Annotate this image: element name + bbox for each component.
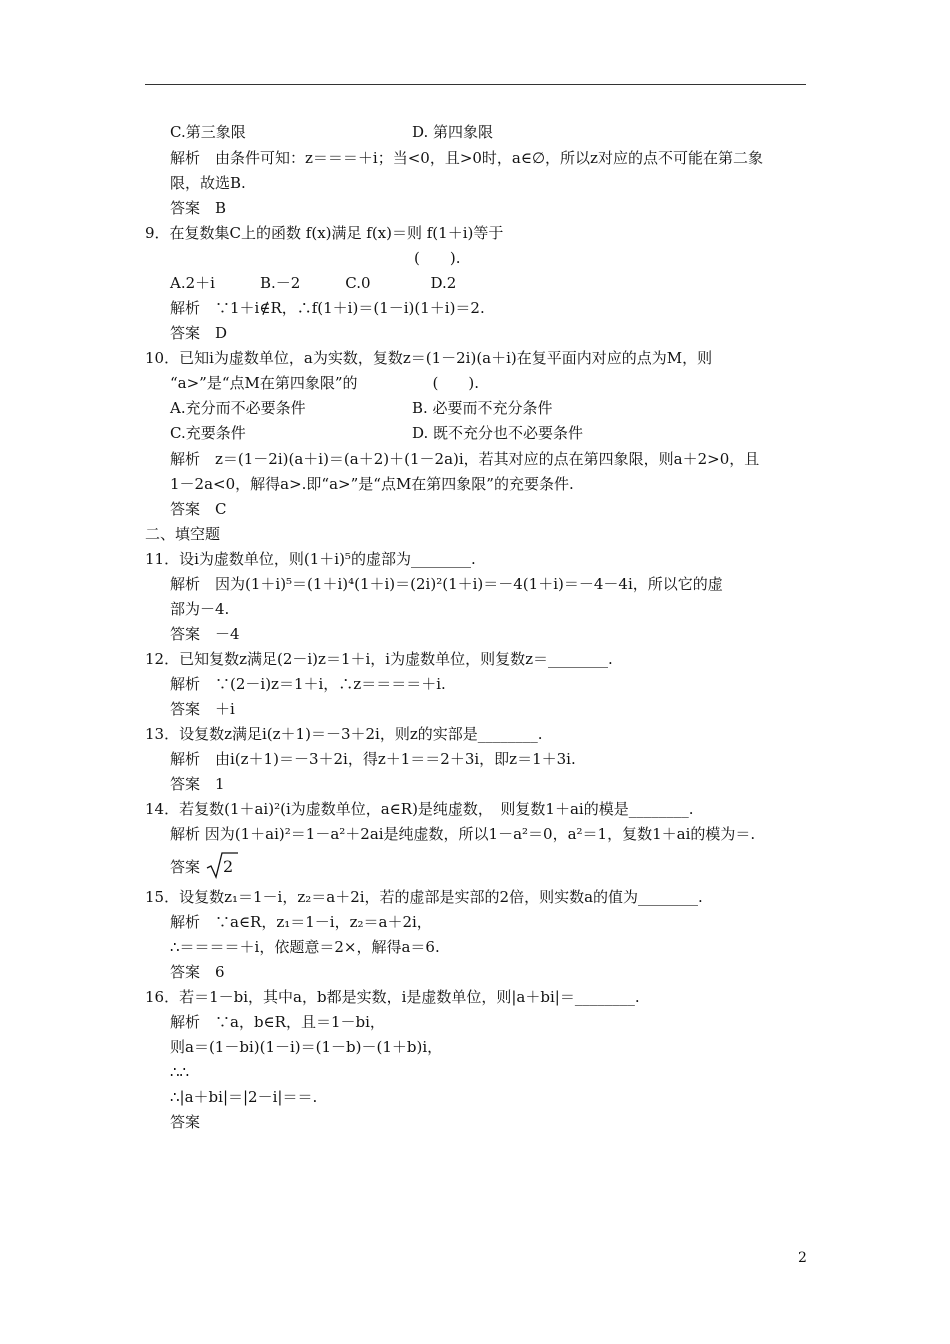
question-16: 16．若＝1－bi，其中a，b都是实数，i是虚数单位，则|a＋bi|＝________. <box>145 988 640 1006</box>
option-d: D. 既不充分也不必要条件 <box>412 424 584 442</box>
analysis-line: 解析 ∵1＋i∉R，∴f(1＋i)＝(1－i)(1＋i)＝2. <box>170 299 485 317</box>
sqrt-symbol <box>205 851 239 879</box>
question-14: 14．若复数(1＋ai)²(i为虚数单位，a∈R)是纯虚数， 则复数1＋ai的模是________. <box>145 800 694 818</box>
answer-line: 答案 ＋i <box>170 700 235 718</box>
analysis-line: 则a＝(1－bi)(1－i)＝(1－b)－(1＋b)i， <box>170 1038 443 1056</box>
analysis-line: 解析 ∵a∈R，z₁＝1－i，z₂＝a＋2i， <box>170 913 432 931</box>
analysis-line: 解析 由条件可知：z＝＝＝＋i；当<0，且>0时，a∈∅，所以z对应的点不可能在第二象 <box>170 149 763 167</box>
analysis-line: 解析 因为(1＋i)⁵＝(1＋i)⁴(1＋i)＝(2i)²(1＋i)＝－4(1＋i)＝－4－4i，所以它的虚 <box>170 575 723 593</box>
answer-line: 答案 <box>170 1113 201 1131</box>
question-11: 11．设i为虚数单位，则(1＋i)⁵的虚部为________. <box>145 550 476 568</box>
analysis-line: 解析 ∵(2－i)z＝1＋i，∴z＝＝＝＝＋i. <box>170 675 446 693</box>
question-9: 9．在复数集C上的函数 f(x)满足 f(x)＝则 f(1＋i)等于 <box>145 224 504 242</box>
options-line: A.2＋i B.－2 C.0 D.2 <box>170 274 457 292</box>
option-d: D. 第四象限 <box>412 123 494 141</box>
analysis-line: 限，故选B. <box>170 174 246 192</box>
answer-blank: ( ). <box>414 249 461 267</box>
question-10-cont: “a>”是“点M在第四象限”的 ( ). <box>170 374 480 392</box>
option-c: C.充要条件 <box>170 424 246 442</box>
header-rule <box>145 84 806 85</box>
option-c: C.第三象限 <box>170 123 246 141</box>
analysis-line: 1－2a<0，解得a>.即“a>”是“点M在第四象限”的充要条件. <box>170 475 574 493</box>
analysis-line: ∴|a＋bi|＝|2－i|＝＝. <box>170 1088 318 1106</box>
section-heading: 二、填空题 <box>145 525 221 543</box>
answer-line: 答案 C <box>170 500 227 518</box>
sqrt-radicand: 2 <box>223 857 234 876</box>
answer-line: 答案 6 <box>170 963 225 981</box>
question-15: 15．设复数z₁＝1－i，z₂＝a＋2i，若的虚部是实部的2倍，则实数a的值为________. <box>145 888 703 906</box>
analysis-line: 解析 ∵a，b∈R，且＝1－bi， <box>170 1013 385 1031</box>
option-b: B. 必要而不充分条件 <box>412 399 553 417</box>
answer-line: 答案 1 <box>170 775 225 793</box>
question-10: 10．已知i为虚数单位，a为实数，复数z＝(1－2i)(a＋i)在复平面内对应的点为M，则 <box>145 349 713 367</box>
answer-line: 答案 B <box>170 199 227 217</box>
analysis-line: 部为－4. <box>170 600 230 618</box>
analysis-line: ∴∴ <box>170 1063 190 1081</box>
answer-line: 答案 －4 <box>170 625 240 643</box>
answer-line: 答案 <box>170 858 201 876</box>
answer-line: 答案 D <box>170 324 228 342</box>
page-number: 2 <box>798 1250 807 1266</box>
question-13: 13．设复数z满足i(z＋1)＝－3＋2i，则z的实部是________. <box>145 725 543 743</box>
analysis-line: 解析 因为(1＋ai)²＝1－a²＋2ai是纯虚数，所以1－a²＝0，a²＝1，复数1＋ai的模为＝. <box>170 825 756 843</box>
analysis-line: ∴＝＝＝＝＋i，依题意＝2×，解得a＝6. <box>170 938 440 956</box>
analysis-line: 解析 z＝(1－2i)(a＋i)＝(a＋2)＋(1－2a)i，若其对应的点在第四象限，则a＋2>0，且 <box>170 450 760 468</box>
question-12: 12．已知复数z满足(2－i)z＝1＋i，i为虚数单位，则复数z＝________. <box>145 650 613 668</box>
analysis-line: 解析 由i(z＋1)＝－3＋2i，得z＋1＝＝2＋3i，即z＝1＋3i. <box>170 750 576 768</box>
option-a: A.充分而不必要条件 <box>170 399 306 417</box>
